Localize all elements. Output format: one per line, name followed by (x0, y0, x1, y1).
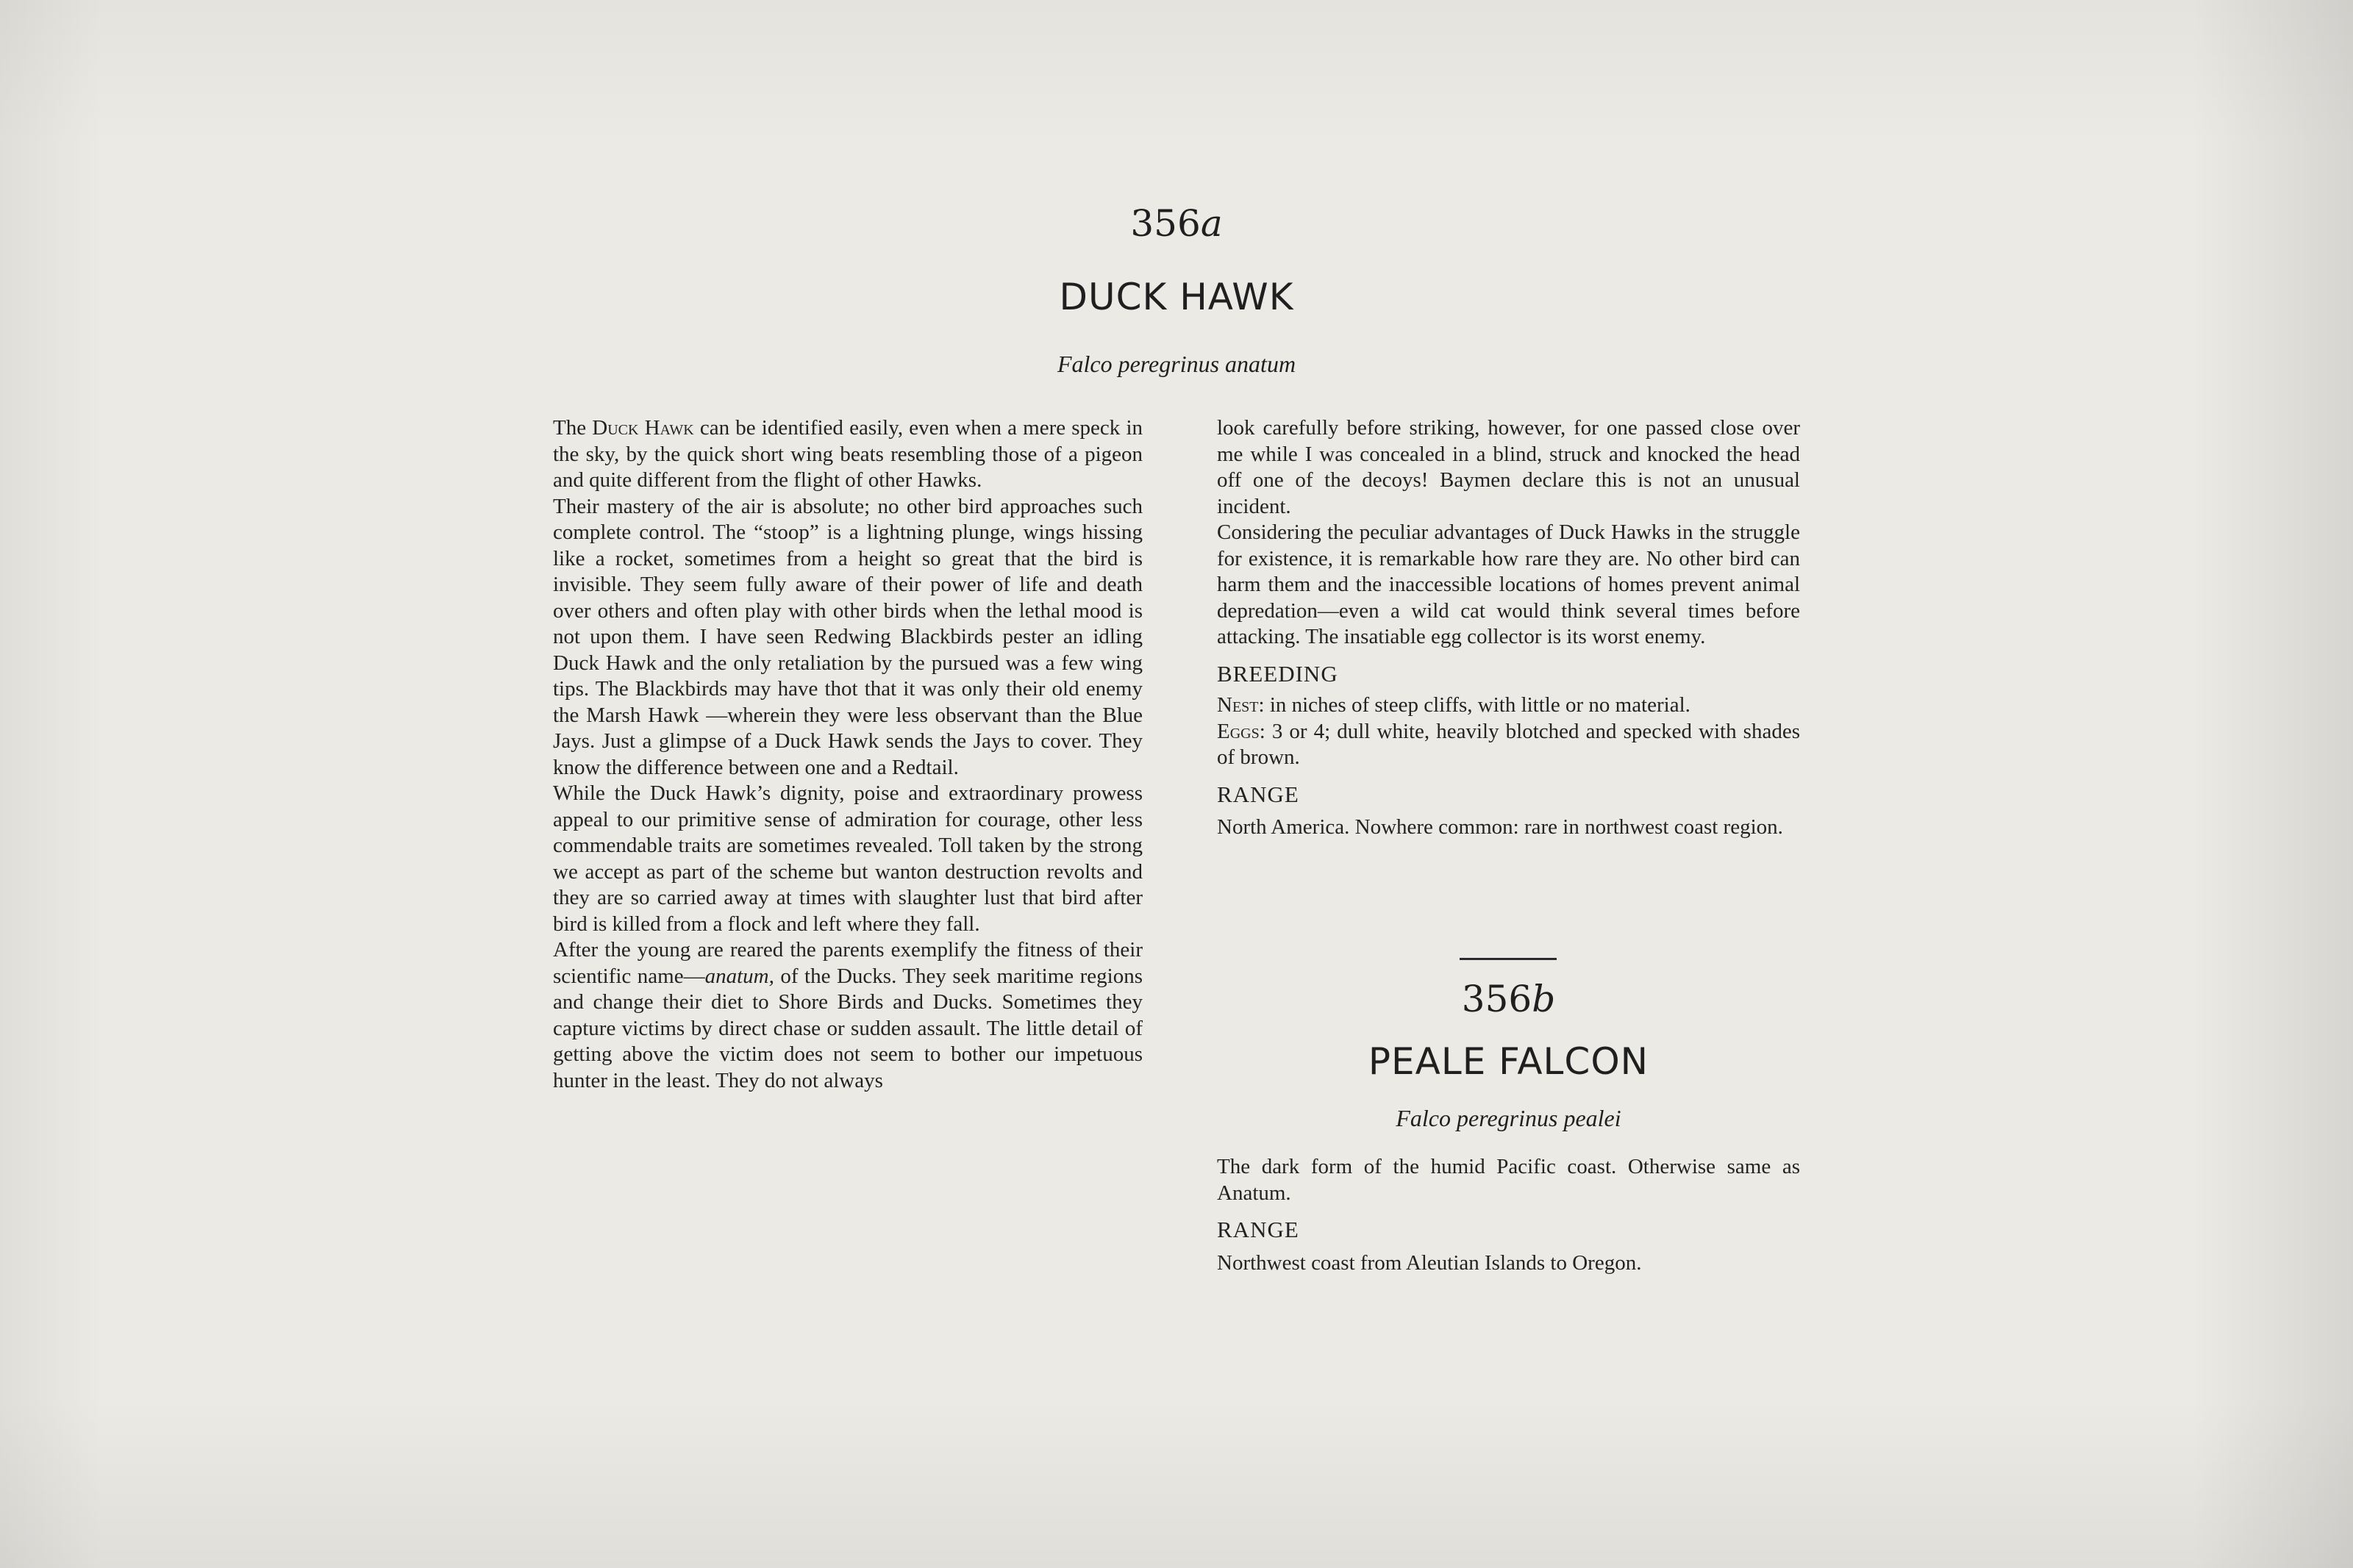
peale-falcon-body (1217, 1154, 1800, 1276)
paragraph-dignity: While the Duck Hawk’s dignity, poise and extraordinary prowess appeal to our primitive sense of admiration for courage, other less commendable traits are sometimes revealed. Toll taken by the strong we accept as part of the scheme but wanton destruction revolts and they are so carried away at times with slaughter lust that bird after bird is killed from a flock and left where they fall. (553, 781, 1143, 936)
species-title-peale-falcon: PEALE FALCON (1368, 1040, 1649, 1083)
plate-number: 356 (1461, 978, 1532, 1020)
paragraph-young (553, 937, 1143, 1094)
paragraph-intro (553, 415, 1143, 494)
plate-number-356a (0, 202, 2353, 245)
scientific-name-duck-hawk: Falco peregrinus anatum (1057, 351, 1296, 377)
plate-number: 356 (1130, 202, 1201, 245)
para4-text-a: After the young are reared the parents exemplify the fitness of their scientific name— (553, 938, 1143, 988)
breeding-eggs (1217, 719, 1800, 771)
peale-description: The dark form of the humid Pacific coast. Otherwise same as Anatum. (1217, 1155, 1800, 1205)
paragraph-decoys: look carefully before striking, however, for one passed close over me while I was concealed in a blind, struck and knocked the head off one of the decoys! Baymen declare this is not an unusual incident. (1217, 416, 1800, 518)
plate-suffix: b (1532, 978, 1556, 1020)
breeding-nest (1217, 692, 1800, 719)
left-column (553, 415, 1143, 1094)
breeding-heading: BREEDING (1217, 660, 1338, 687)
intro-lead: The (553, 416, 587, 440)
plate-suffix: a (1200, 202, 1223, 245)
plate-number-356b (1217, 978, 1800, 1020)
paragraph-mastery: Their mastery of the air is absolute; no other bird approaches such complete control. The “stoop” is a lightning plunge, wings hissing like a rocket, sometimes from a height so great that the bird is invisible. They seem fully aware of their power of life and death over others and often play with other birds when the lethal mood is not upon them. I have seen Redwing Blackbirds pester an idling Duck Hawk and the only retaliation by the pursued was a few wing tips. The Blackbirds may have thot that it was only their old enemy the Marsh Hawk —wherein they were less observant than the Blue Jays. Just a glimpse of a Duck Hawk sends the Jays to cover. They know the difference between one and a Redtail. (553, 494, 1143, 779)
species-name-small-caps: Duck Hawk (592, 416, 694, 440)
species-title-duck-hawk: DUCK HAWK (1059, 276, 1294, 318)
nest-text: in niches of steep cliffs, with little or no material. (1269, 693, 1690, 717)
right-column (1217, 415, 1800, 841)
nest-label: Nest: (1217, 693, 1265, 717)
paragraph-rarity: Considering the peculiar advantages of Duck Hawks in the struggle for existence, it is remarkable how rare they are. No other bird can harm them and the inaccessible locations of homes prevent animal depredation—even a wild cat would think several times before attacking. The insatiable egg collector is its worst enemy. (1217, 520, 1800, 648)
range-heading-duck-hawk: RANGE (1217, 781, 1299, 807)
section-divider (1460, 958, 1557, 960)
eggs-label: Eggs: (1217, 719, 1265, 743)
para4-text-b: of the Ducks. They seek maritime regions and change their diet to Shore Birds and Ducks. Sometimes they capture victims by direct chase or sudden assault. The little detail of getting above the victim does not seem to bother our impetuous hunter in the least. They do not always (553, 964, 1143, 1092)
range-heading-peale: RANGE (1217, 1217, 1299, 1242)
intro-text: can be identified easily, even when a mere speck in the sky, by the quick short wing beats resembling those of a pigeon and quite different from the flight of other Hawks. (553, 416, 1143, 492)
range-text-duck-hawk: North America. Nowhere common: rare in northwest coast region. (1217, 815, 1783, 839)
scientific-name-peale-falcon: Falco peregrinus pealei (1396, 1105, 1621, 1131)
range-text-peale: Northwest coast from Aleutian Islands to Oregon. (1217, 1250, 1642, 1275)
eggs-text: 3 or 4; dull white, heavily blotched and specked with shades of brown. (1217, 719, 1800, 769)
para4-italic: anatum, (704, 964, 774, 988)
